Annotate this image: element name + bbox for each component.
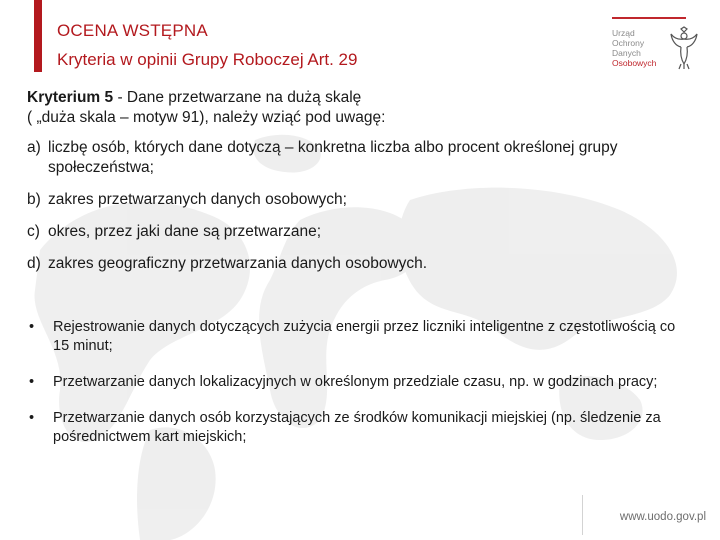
criterion-block (27, 88, 697, 286)
example-item (27, 409, 687, 447)
footer-divider (582, 495, 583, 535)
bullet-icon: • (29, 319, 35, 335)
list-item (27, 190, 697, 210)
logo-line-3: Danych (612, 48, 641, 58)
bullet-icon: • (29, 374, 35, 390)
footer-url: www.uodo.gov.pl (619, 511, 706, 523)
logo-accent-line (612, 17, 686, 19)
header-accent-bar (34, 0, 42, 72)
bullet-icon: • (29, 410, 35, 426)
logo-line-4: Osobowych (612, 58, 657, 68)
example-text: Przetwarzanie danych lokalizacyjnych w określonym przedziale czasu, np. w godzinach pracy; (53, 374, 658, 390)
criterion-label: Kryterium 5 (27, 89, 114, 106)
page-title: OCENA WSTĘPNA (57, 21, 208, 40)
criterion-heading-rest: - Dane przetwarzane na dużą skalę (113, 89, 362, 106)
list-item (27, 138, 697, 178)
logo-line-2: Ochrony (612, 38, 645, 48)
list-item-text: okres, przez jaki dane są przetwarzane; (48, 223, 322, 240)
example-item (27, 318, 687, 356)
list-marker: c) (27, 223, 40, 240)
eagle-emblem-icon (668, 26, 700, 70)
logo-wordmark (612, 28, 672, 68)
example-text: Rejestrowanie danych dotyczących zużycia energii przez liczniki inteligentne z częstotliwością co 15 minut; (53, 319, 676, 354)
logo-line-1: Urząd (612, 28, 635, 38)
list-marker: b) (27, 191, 41, 208)
list-marker: a) (27, 139, 41, 156)
uodo-logo (598, 14, 708, 74)
list-item (27, 222, 697, 242)
list-item (27, 254, 697, 274)
examples-list (27, 318, 687, 464)
example-text: Przetwarzanie danych osób korzystających ze środków komunikacji miejskiej (np. śledzenie za pośrednictwem kart miejskich; (53, 410, 661, 445)
example-item (27, 373, 687, 392)
list-item-text: zakres geograficzny przetwarzania danych osobowych. (48, 255, 428, 272)
list-marker: d) (27, 255, 41, 272)
list-item-text: zakres przetwarzanych danych osobowych; (48, 191, 347, 208)
list-item-text: liczbę osób, których dane dotyczą – konkretna liczba albo procent określonej grupy społeczeństwa; (48, 139, 618, 176)
criterion-heading (27, 88, 697, 108)
criterion-description: ( „duża skala – motyw 91), należy wziąć pod uwagę: (27, 109, 386, 126)
page-subtitle: Kryteria w opinii Grupy Roboczej Art. 29 (57, 50, 358, 69)
